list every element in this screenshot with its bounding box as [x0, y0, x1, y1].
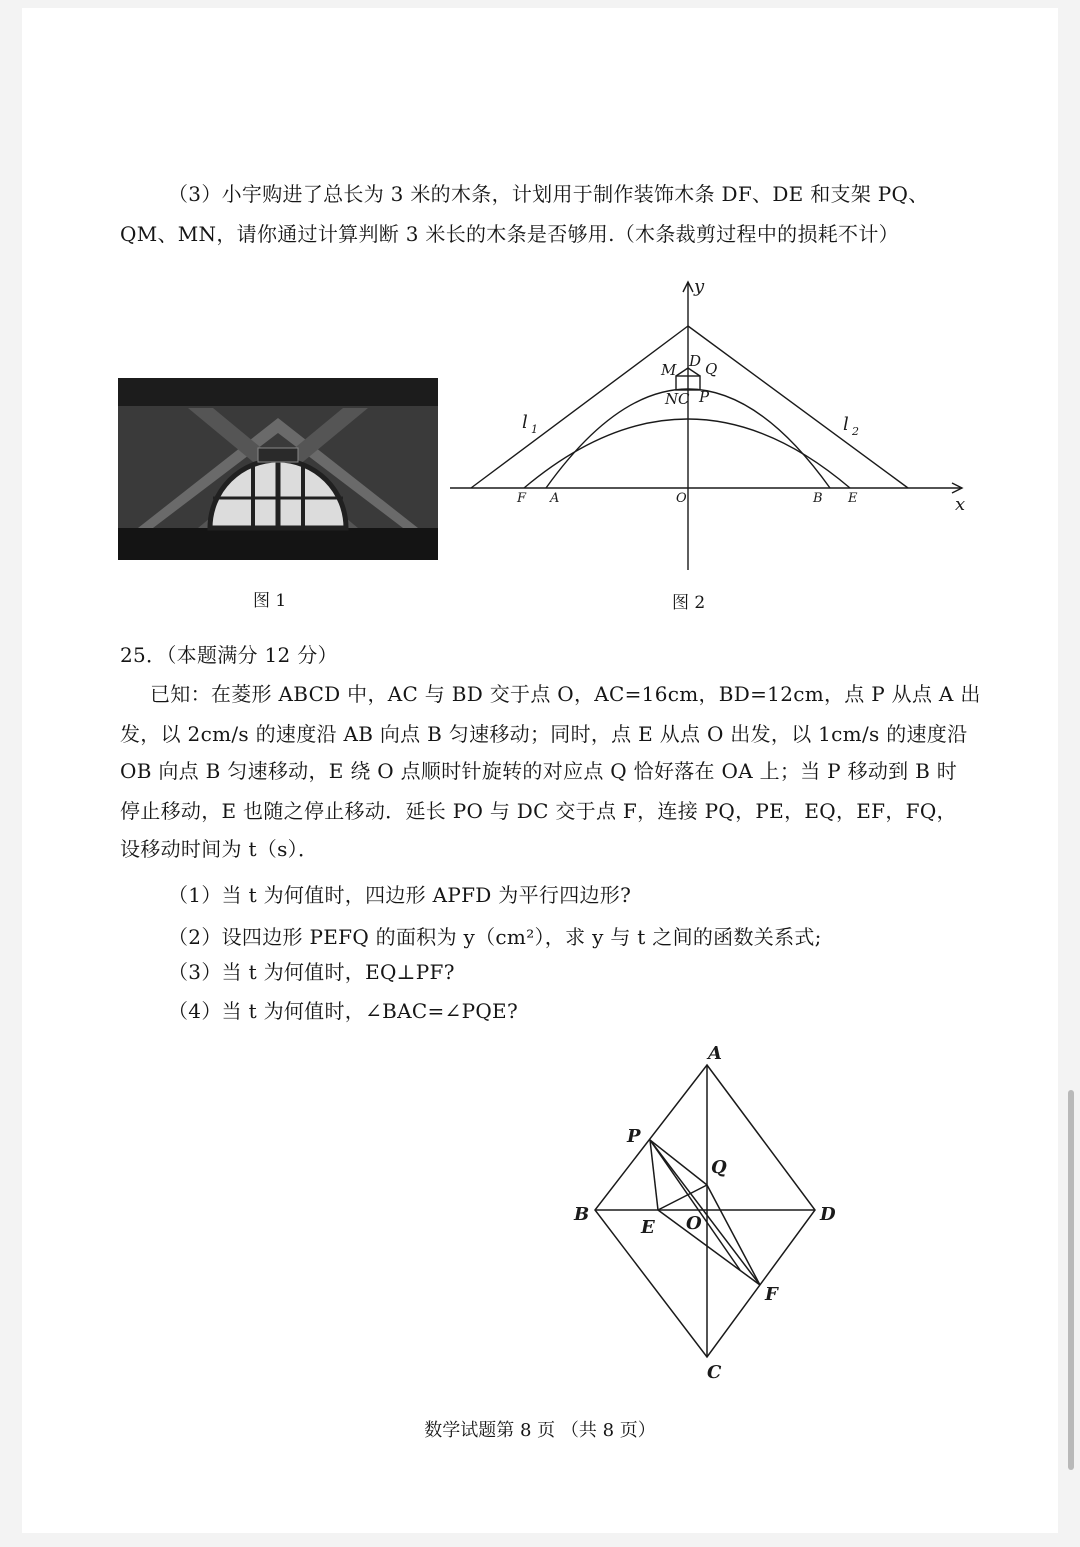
- rhombus-label-A: A: [708, 1043, 722, 1064]
- fig2-label-x: x: [955, 494, 966, 515]
- fig2-label-l1: l: [522, 412, 528, 433]
- fig2-label-N: N: [665, 390, 679, 408]
- figure2-caption: 图 2: [672, 593, 706, 613]
- rhombus-label-O: O: [686, 1213, 702, 1234]
- figure1-caption: 图 1: [253, 591, 287, 611]
- fig2-label-y: y: [694, 276, 705, 297]
- fig2-label-M: M: [661, 361, 677, 379]
- q25-sub4: （4）当 t 为何值时，∠BAC=∠PQE?: [168, 999, 518, 1023]
- page-footer: 数学试题第 8 页 （共 8 页）: [424, 1420, 656, 1441]
- rhombus-label-P: P: [627, 1126, 641, 1147]
- rhombus-diagram: [560, 1035, 860, 1395]
- figure2-parabola-diagram: [440, 270, 980, 570]
- fig2-label-C: C: [678, 390, 690, 408]
- q25-sub3: （3）当 t 为何值时，EQ⊥PF?: [168, 960, 455, 984]
- fig2-label-Q: Q: [705, 360, 718, 378]
- q25-stem-line5: 设移动时间为 t（s）．: [120, 837, 319, 861]
- rhombus-label-D: D: [820, 1204, 836, 1225]
- fig2-label-E: E: [848, 491, 858, 506]
- q24-part3-line1: （3）小宇购进了总长为 3 米的木条，计划用于制作装饰木条 DF、DE 和支架 PQ、: [168, 182, 929, 206]
- q25-stem-line1: 已知：在菱形 ABCD 中，AC 与 BD 交于点 O，AC=16cm，BD=12cm，点 P 从点 A 出: [150, 682, 981, 706]
- rhombus-label-E: E: [641, 1217, 655, 1238]
- scrollbar[interactable]: [1068, 1090, 1074, 1470]
- q25-sub1: （1）当 t 为何值时，四边形 APFD 为平行四边形?: [168, 883, 632, 907]
- q24-part3-line2: QM、MN，请你通过计算判断 3 米长的木条是否够用.（木条裁剪过程中的损耗不计）: [120, 222, 899, 246]
- fig2-label-l2: l: [843, 414, 849, 435]
- fig2-label-A: A: [550, 491, 560, 506]
- fig2-label-O: O: [676, 491, 687, 506]
- rhombus-label-F: F: [765, 1284, 778, 1305]
- q25-stem-line3: OB 向点 B 匀速移动，E 绕 O 点顺时针旋转的对应点 Q 恰好落在 OA 上；当 P 移动到 B 时: [120, 759, 958, 783]
- fig2-label-P: P: [699, 388, 710, 406]
- fig2-label-l2-sub: 2: [852, 425, 859, 438]
- fig2-label-l1-sub: 1: [531, 423, 538, 436]
- q25-sub2: （2）设四边形 PEFQ 的面积为 y（cm²），求 y 与 t 之间的函数关系式;: [168, 925, 822, 949]
- rhombus-label-B: B: [574, 1204, 590, 1225]
- q25-stem-line2: 发，以 2cm/s 的速度沿 AB 向点 B 匀速移动；同时，点 E 从点 O 出发，以 1cm/s 的速度沿: [120, 722, 968, 746]
- figure1-attic-window-photo: [118, 378, 438, 560]
- fig2-label-D: D: [689, 352, 702, 370]
- fig2-label-F: F: [517, 491, 527, 506]
- fig2-label-B: B: [813, 491, 823, 506]
- rhombus-label-Q: Q: [711, 1157, 727, 1178]
- q25-stem-line4: 停止移动，E 也随之停止移动．延长 PO 与 DC 交于点 F，连接 PQ，PE，EQ，EF，FQ，: [120, 799, 957, 823]
- rhombus-label-C: C: [707, 1362, 722, 1383]
- q25-header: 25．（本题满分 12 分）: [120, 643, 338, 667]
